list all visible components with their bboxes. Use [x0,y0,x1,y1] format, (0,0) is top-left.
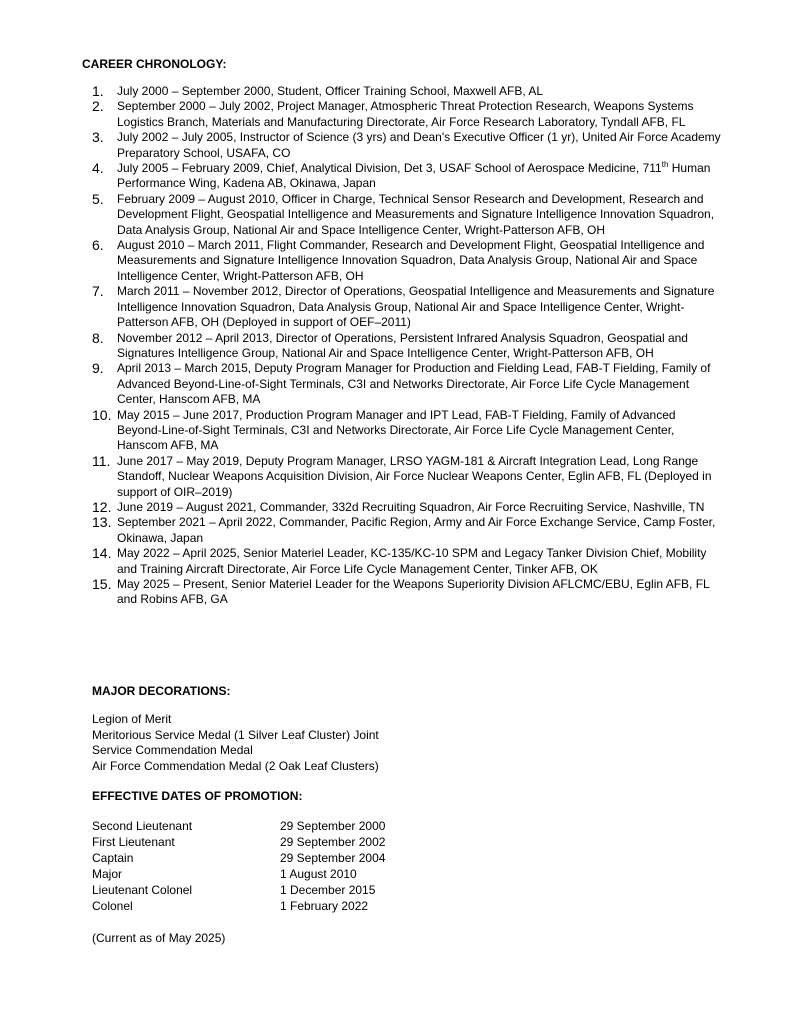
career-item [82,454,722,500]
promotion-rank: First Lieutenant [92,835,175,849]
decoration-line: Meritorious Service Medal (1 Silver Leaf Cluster) Joint [92,727,379,742]
career-item [82,238,722,284]
career-item-text: June 2019 – August 2021, Commander, 332d Recruiting Squadron, Air Force Recruiting Service, Nashville, TN [117,499,705,514]
promotion-date: 29 September 2004 [280,851,386,865]
career-item [82,99,722,130]
career-item [82,130,722,161]
ordinal-superscript: th [661,160,669,170]
career-item [82,331,722,362]
career-item-text: September 2000 – July 2002, Project Manager, Atmospheric Threat Protection Research, Weapons Systems Logistics Branch, Materials and Manufacturing Directorate, Air Force Research Laboratory, Tyndall AFB, FL [117,99,694,129]
career-item-number: 15. [92,576,112,592]
decorations-list [92,712,379,774]
career-item-text: February 2009 – August 2010, Officer in Charge, Technical Sensor Research and Development, Research and Development Flight, Geospatial Intelligence and Measurements and Signature Intelligence Innovation Squadron, Data Analysis Group, National Air and Space Intelligence Center, Wright-Patterson AFB, OH [117,191,715,237]
career-item-number: 11. [92,452,111,469]
current-as-of-note: (Current as of May 2025) [92,931,226,945]
career-item-number: 13. [92,514,112,531]
promotion-row [92,834,480,850]
promotion-dates-heading: EFFECTIVE DATES OF PROMOTION: [92,789,303,803]
promotion-table [92,818,480,914]
career-item-number: 14. [92,545,112,562]
career-item-text: May 2022 – April 2025, Senior Materiel Leader, KC-135/KC-10 SPM and Legacy Tanker Division Chief, Mobility and Training Aircraft Directorate, Air Force Life Cycle Management Center, Tinker AFB, OK [117,546,707,576]
career-item-text: September 2021 – April 2022, Commander, Pacific Region, Army and Air Force Exchange Service, Camp Foster, Okinawa, Japan [117,515,716,545]
career-item [82,577,722,608]
career-item [82,284,722,330]
career-item-number: 7. [92,283,104,300]
career-item [82,192,722,238]
career-item-text: August 2010 – March 2011, Flight Commander, Research and Development Flight, Geospatial Intelligence and Measurements and Signature Intelligence Innovation Squadron, Data Analysis Group, National Air and Space Intelligence Center, Wright-Patterson AFB, OH [117,238,705,283]
career-item [82,361,722,407]
career-item [82,515,722,546]
career-chronology-list [82,84,722,608]
career-item-number: 12. [92,498,112,515]
promotion-row [92,850,480,866]
promotion-rank: Colonel [92,899,133,913]
career-item [82,500,722,515]
career-chronology-heading: CAREER CHRONOLOGY: [82,57,227,71]
career-item-number: 3. [92,129,104,146]
career-item [82,161,722,192]
promotion-rank: Captain [92,851,134,865]
career-item-text-part: July 2005 – February 2009, Chief, Analytical Division, Det 3, USAF School of Aerospace Medicine, 711 [117,161,662,176]
career-item-number: 6. [92,237,104,254]
career-item-text: June 2017 – May 2019, Deputy Program Manager, LRSO YAGM-181 & Aircraft Integration Lead, Long Range Standoff, Nuclear Weapons Acquisition Division, Air Force Nuclear Weapons Center, Eglin AFB, FL (Deployed in support of OIR–2019) [117,453,712,499]
career-item-text: July 2000 – September 2000, Student, Officer Training School, Maxwell AFB, AL [117,84,544,98]
promotion-date: 1 February 2022 [280,899,369,913]
career-item-text [117,161,710,190]
major-decorations-heading: MAJOR DECORATIONS: [92,684,231,698]
career-item-text: May 2015 – June 2017, Production Program Manager and IPT Lead, FAB-T Fielding, Family of Advanced Beyond-Line-of-Sight Terminals, C3I and Networks Directorate, Air Force Life Cycle Management Center, Hanscom AFB, MA [117,407,676,453]
decoration-line: Air Force Commendation Medal (2 Oak Leaf Clusters) [92,758,379,773]
promotion-rank: Major [92,867,123,881]
promotion-row [92,898,480,914]
career-item-number: 4. [92,160,104,177]
promotion-row [92,882,480,898]
career-item-text: May 2025 – Present, Senior Materiel Leader for the Weapons Superiority Division AFLCMC/EBU, Eglin AFB, FL and Robins AFB, GA [117,577,710,607]
promotion-date: 1 August 2010 [280,867,357,881]
career-item [82,84,722,99]
career-item-text: July 2002 – July 2005, Instructor of Science (3 yrs) and Dean's Executive Officer (1 yr), United Air Force Academy Preparatory School, USAFA, CO [117,130,721,160]
career-item-number: 2. [92,98,104,115]
career-item [82,408,722,454]
decoration-line: Legion of Merit [92,712,172,726]
career-item-number: 1. [92,83,104,99]
promotion-row [92,818,480,834]
career-item-text: November 2012 – April 2013, Director of Operations, Persistent Infrared Analysis Squadron, Geospatial and Signatures Intelligence Group, National Air and Space Intelligence Center, Wright-Patterson AFB, OH [117,330,688,360]
career-item [82,546,722,577]
promotion-rank: Second Lieutenant [92,819,193,833]
career-item-text: April 2013 – March 2015, Deputy Program Manager for Production and Fielding Lead, FAB-T Fielding, Family of Advanced Beyond-Line-of-Sight Terminals, C3I and Networks Directorate, Air Force Life Cycle Management Center, Hanscom AFB, MA [117,361,711,407]
career-item-number: 10. [92,406,112,423]
career-item-text: March 2011 – November 2012, Director of Operations, Geospatial Intelligence and Measurements and Signature Intelligence Innovation Squadron, Data Analysis Group, National Air and Space Intelligence Center, Wright-Patterson AFB, OH (Deployed in support of OEF–2011) [117,284,715,330]
career-item-number: 8. [92,329,104,346]
promotion-date: 29 September 2002 [280,835,386,849]
promotion-date: 1 December 2015 [280,883,376,897]
career-item-text-part: Human Performance Wing, Kadena AB, Okinawa, Japan [117,161,711,191]
promotion-row [92,866,480,882]
promotion-rank: Lieutenant Colonel [92,883,193,897]
career-item-number: 9. [92,360,104,377]
decoration-line: Service Commendation Medal [92,743,253,757]
career-item-number: 5. [92,190,104,207]
promotion-date: 29 September 2000 [280,819,386,833]
